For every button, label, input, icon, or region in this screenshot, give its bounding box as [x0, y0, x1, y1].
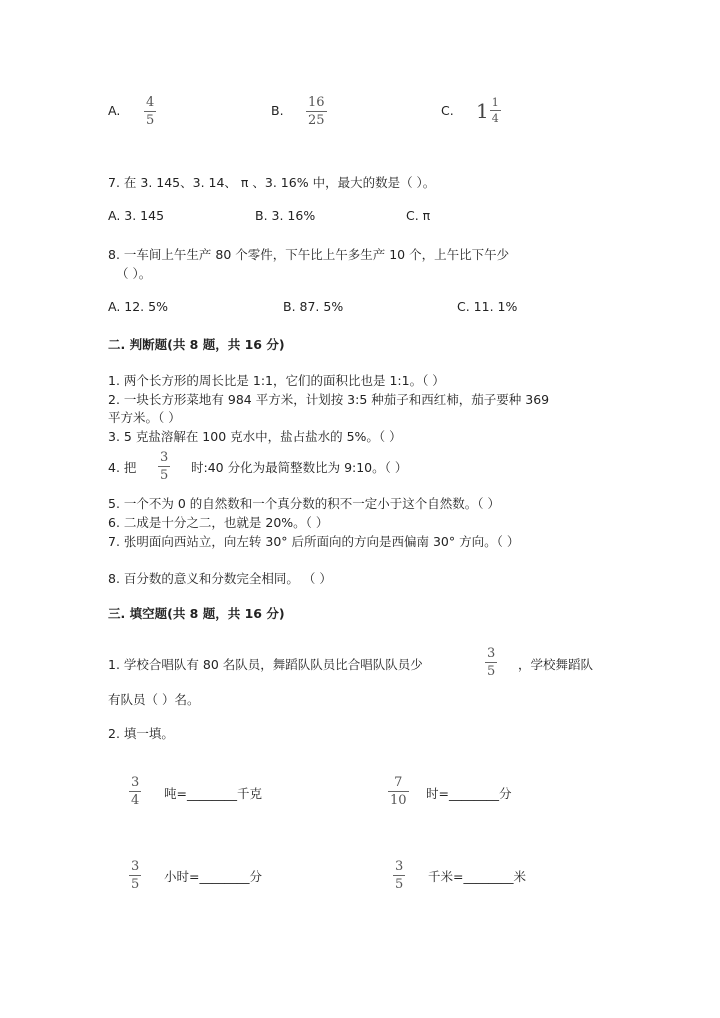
q6-option-b-fraction [306, 96, 327, 127]
fraction-numerator: 16 [308, 95, 325, 110]
fraction-denominator: 4 [491, 112, 499, 125]
fill-grid-3-fraction [129, 860, 141, 891]
fraction-denominator: 5 [487, 664, 496, 679]
fill-item-2-title: 2. 填一填。 [108, 726, 174, 741]
q8-option-b: B. 87. 5% [283, 299, 344, 314]
fraction-denominator: 25 [308, 113, 325, 128]
q8-text-line1: 8. 一车间上午生产 80 个零件，下午比上午多生产 10 个，上午比下午少 [108, 247, 510, 262]
fill-grid-1-fraction [129, 776, 141, 807]
fill-grid-4-fraction [393, 860, 405, 891]
fraction-denominator: 4 [131, 793, 140, 808]
fraction-numerator: 3 [131, 859, 140, 874]
judge-item-1: 1. 两个长方形的周长比是 1:1，它们的面积比也是 1:1。（ ） [108, 373, 445, 388]
section-3-title: 三. 填空题(共 8 题，共 16 分) [108, 606, 285, 621]
judge-item-4-fraction [158, 451, 170, 482]
fill-grid-1-text[interactable]: 吨=________千克 [164, 786, 262, 801]
q8-option-a: A. 12. 5% [108, 299, 168, 314]
section-2-title: 二. 判断题(共 8 题，共 16 分) [108, 337, 285, 352]
judge-item-4-prefix: 4. 把 [108, 460, 137, 475]
fill-grid-3-text[interactable]: 小时=________分 [164, 869, 262, 884]
mixed-whole: 1 [476, 98, 489, 123]
q8-option-c: C. 11. 1% [457, 299, 518, 314]
judge-item-4-suffix: 时:40 分化为最简整数比为 9:10。（ ） [191, 460, 408, 475]
fraction-numerator: 4 [146, 95, 155, 110]
fraction-denominator: 5 [160, 468, 169, 483]
q6-option-c-label: C. [441, 103, 454, 118]
judge-item-2-line2: 平方米。（ ） [108, 410, 181, 425]
fraction-denominator: 10 [390, 793, 407, 808]
q7-text: 7. 在 3. 145、3. 14、 π 、3. 16% 中，最大的数是（ ）。 [108, 175, 436, 190]
fraction-numerator: 3 [395, 859, 404, 874]
fill-item-1-suffix: ，学校舞蹈队 [518, 657, 594, 672]
fill-grid-2-fraction [388, 776, 409, 807]
q7-option-c: C. π [406, 208, 431, 223]
judge-item-5: 5. 一个不为 0 的自然数和一个真分数的积不一定小于这个自然数。（ ） [108, 496, 501, 511]
fraction-numerator: 7 [394, 775, 403, 790]
fraction-numerator: 3 [131, 775, 140, 790]
q6-option-b-label: B. [271, 103, 284, 118]
fill-grid-2-text[interactable]: 时=________分 [426, 786, 512, 801]
judge-item-2-line1: 2. 一块长方形菜地有 984 平方米，计划按 3:5 种茄子和西红柿，茄子要种 369 [108, 392, 550, 407]
judge-item-6: 6. 二成是十分之二，也就是 20%。（ ） [108, 515, 329, 530]
judge-item-7: 7. 张明面向西站立，向左转 30° 后所面向的方向是西偏南 30° 方向。（ ） [108, 534, 520, 549]
fraction-numerator: 3 [160, 450, 169, 465]
q7-option-b: B. 3. 16% [255, 208, 316, 223]
fraction-numerator: 3 [487, 646, 496, 661]
fill-item-1-line2: 有队员（ ）名。 [108, 692, 200, 707]
q6-option-c-mixed-number [476, 97, 501, 124]
fraction-numerator: 1 [491, 96, 499, 109]
judge-item-8: 8. 百分数的意义和分数完全相同。 （ ） [108, 571, 332, 586]
fraction-denominator: 5 [131, 877, 140, 892]
fraction-denominator: 5 [146, 113, 155, 128]
mixed-fraction [490, 97, 501, 124]
q6-option-a-label: A. [108, 103, 121, 118]
q6-option-a-fraction [144, 96, 156, 127]
fraction-denominator: 5 [395, 877, 404, 892]
q7-option-a: A. 3. 145 [108, 208, 165, 223]
fill-item-1-prefix: 1. 学校合唱队有 80 名队员，舞蹈队队员比合唱队队员少 [108, 657, 423, 672]
fill-grid-4-text[interactable]: 千米=________米 [428, 869, 526, 884]
fill-item-1-fraction [485, 647, 497, 678]
judge-item-3: 3. 5 克盐溶解在 100 克水中，盐占盐水的 5%。（ ） [108, 429, 402, 444]
q8-text-line2: （ ）。 [116, 266, 152, 281]
